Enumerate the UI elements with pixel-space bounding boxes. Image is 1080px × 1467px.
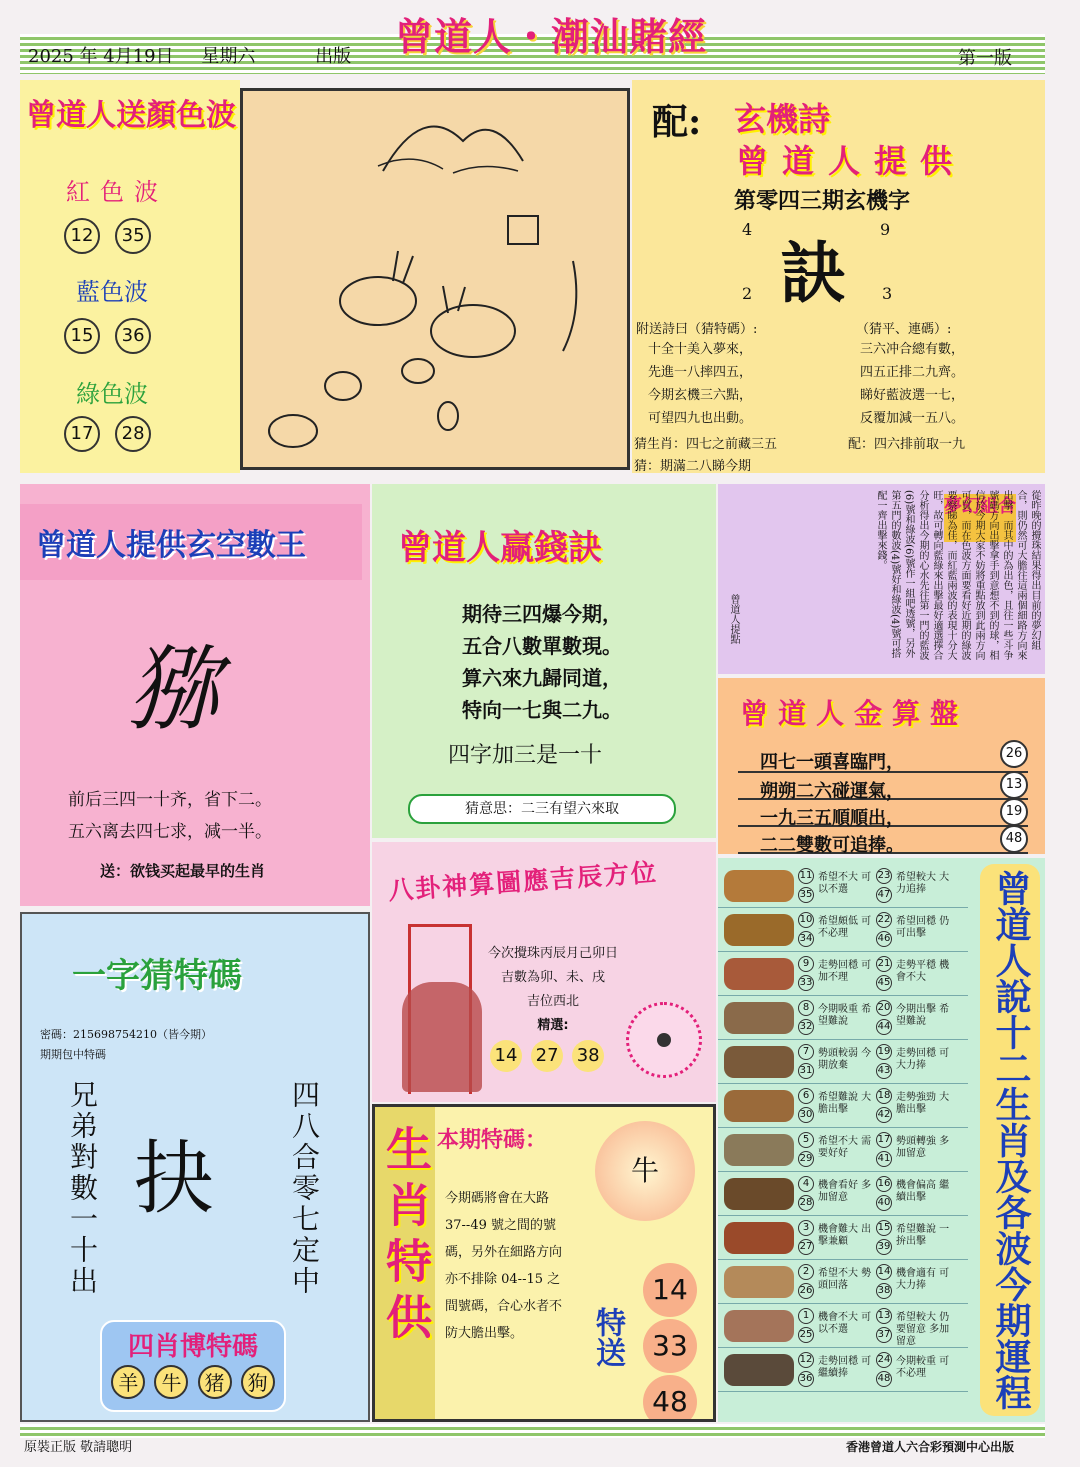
bagua-line: 吉位西北 <box>526 994 579 1009</box>
zodiac-fortune: 勢頭轉強 多加留意 <box>896 1136 950 1159</box>
zodiac-number: 45 <box>876 975 892 991</box>
zodiac-fortune: 機會偏高 繼續出擊 <box>896 1180 950 1203</box>
zodiac-panel <box>718 858 1045 1422</box>
zodiac-number: 12 <box>798 1352 814 1368</box>
ball: 15 <box>64 318 100 354</box>
zodiac-fortune: 走勢回穩 可加不理 <box>818 960 872 983</box>
xuankong-glyph: 猕 <box>128 636 221 743</box>
zodiac-number: 3 <box>798 1220 814 1236</box>
riddle-provider: 曾道人提供 <box>736 142 967 180</box>
ball: 26 <box>1000 740 1028 768</box>
one-char-panel <box>20 912 370 1422</box>
zodiac-hint-2: 配：四六排前取一九 <box>848 437 966 452</box>
zodiac-fortune: 希望不大 可以不選 <box>818 872 872 895</box>
zodiac-row <box>718 1128 968 1172</box>
ball: 牛 <box>154 1365 188 1399</box>
zodiac-number: 34 <box>798 931 814 947</box>
green-wave-label: 綠色波 <box>76 380 148 408</box>
riddle-char: 訣 <box>780 234 846 312</box>
one-char-ref2: 期期包中特碼 <box>40 1048 106 1061</box>
rabbits-sketch-icon <box>243 91 627 467</box>
green-wave-balls <box>64 416 151 452</box>
riddle-prefix: 配: <box>652 101 702 143</box>
abacus-title: 曾道人金算盤 <box>740 697 969 730</box>
zodiac-fortune: 希望頗低 可不必理 <box>818 916 872 939</box>
bagua-lines <box>468 942 638 1038</box>
zodiac-number: 36 <box>798 1371 814 1387</box>
guess-hint: 猜：期滿二八睇今期 <box>634 459 752 473</box>
zodiac-number: 37 <box>876 1327 892 1343</box>
zodiac-fortune: 今期出擊 希望難說 <box>896 1004 950 1027</box>
zodiac-number: 47 <box>876 887 892 903</box>
edition: 第一版 <box>958 48 1012 69</box>
zodiac-row <box>718 996 968 1040</box>
zodiac-fortune: 希望較大 仍要留意 多加留意 <box>896 1312 950 1347</box>
ball: 羊 <box>111 1365 145 1399</box>
horse-icon <box>724 1090 794 1122</box>
zodiac-number: 5 <box>798 1132 814 1148</box>
zodiac-number: 42 <box>876 1107 892 1123</box>
zodiac-number: 44 <box>876 1019 892 1035</box>
rabbit-icon <box>724 958 794 990</box>
zodiac-fortune: 機會看好 多加留意 <box>818 1180 872 1203</box>
riddle-period: 第零四三期玄機字 <box>734 188 911 214</box>
corner-num: 3 <box>882 284 893 303</box>
zodiac-fortune: 希望不大 勢頭回落 <box>818 1268 872 1291</box>
zodiac-number: 24 <box>876 1352 892 1368</box>
poem-line: 十全十美入夢來， <box>648 342 753 357</box>
abacus-row <box>738 827 1028 854</box>
xuankong-lines <box>68 784 272 848</box>
zodiac-number: 10 <box>798 912 814 928</box>
footer-right: 香港曾道人六合彩預測中心出版 <box>846 1440 1015 1454</box>
zodiac-row <box>718 1084 968 1128</box>
xuankong-line: 五六离去四七求，减一半。 <box>68 822 272 842</box>
zodiac-number: 22 <box>876 912 892 928</box>
tiger-icon <box>724 914 794 946</box>
dog-icon <box>724 1266 794 1298</box>
zodiac-fortune: 今期較重 可不必理 <box>896 1356 950 1379</box>
zodiac-fortune: 機會適有 可大力捧 <box>896 1268 950 1291</box>
fantasy-text: 從昨晚的攪珠結果得出目前的夢幻組合，則仍然可大膽往這兩個細路方向來出擊，而其中的為出色，且往一些斗争號碼方向出擊拿手到意想不到的球，相信於今期大家不妨將重點放到此兩方向可買，而在色波方面要看好近期的綠波要察睇為佳，而紅藍兩波的表現十分大旺，故可轉向藍綠來出擊最好適選擇合分析得出今期的心水先往第一門的藍波(6)號和綠波(6)號作一組吧透號，另外第五門的數波(4)號好和綠波(4)號可搭配一齊出擊來錢。 <box>875 490 1040 660</box>
zodiac-number: 48 <box>876 1371 892 1387</box>
win-line: 五合八數單數現。 <box>462 634 622 658</box>
date: 2025 年 4月19日 <box>28 46 174 67</box>
special-title: 本期特碼： <box>437 1127 548 1153</box>
four-zodiac-list <box>102 1365 284 1399</box>
zodiac-number: 40 <box>876 1195 892 1211</box>
zodiac-number: 39 <box>876 1239 892 1255</box>
red-wave-balls <box>64 218 151 254</box>
zodiac-row <box>718 908 968 952</box>
zodiac-fortune: 走勢回穩 可繼續捧 <box>818 1356 872 1379</box>
zodiac-rows <box>718 864 968 1392</box>
special-side-title: 生肖特供 <box>379 1125 433 1349</box>
fantasy-panel <box>718 484 1045 674</box>
zodiac-fortune: 希望難說 一拚出擊 <box>896 1224 950 1247</box>
bagua-line: 今次攪珠丙辰月己卯日 <box>487 946 618 961</box>
ball: 19 <box>1000 798 1028 826</box>
ball: 14 <box>643 1263 697 1317</box>
publish: 出版 <box>315 46 352 67</box>
one-char-left-col: 兄弟對數一十出 <box>66 1080 99 1297</box>
special-send: 特送 <box>590 1307 625 1367</box>
poem-left <box>648 338 752 430</box>
one-char-right-col: 四八合零七定中 <box>288 1080 321 1297</box>
special-text: 今期碼將會在大路 37--49 號之間的號碼，另外在細路方向亦不排除 04--15 之間號碼，合心水者不防大膽出擊。 <box>445 1191 563 1341</box>
riddle-panel <box>632 80 1045 473</box>
rooster-icon <box>724 1222 794 1254</box>
win-line: 特向一七與二九。 <box>462 698 622 722</box>
zodiac-number: 1 <box>798 1308 814 1324</box>
zodiac-number: 25 <box>798 1327 814 1343</box>
poem-line: 三六冲合總有數， <box>860 342 965 357</box>
zodiac-number: 46 <box>876 931 892 947</box>
poem-line: 可望四九也出動。 <box>648 411 753 426</box>
footer-left: 原裝正版 敬請聰明 <box>24 1440 133 1455</box>
snake-icon <box>724 1046 794 1078</box>
ball: 48 <box>1000 825 1028 853</box>
ox-icon <box>724 870 794 902</box>
zodiac-number: 35 <box>798 887 814 903</box>
ball: 27 <box>531 1040 563 1072</box>
zodiac-number: 13 <box>876 1308 892 1324</box>
ball: 12 <box>64 218 100 254</box>
zodiac-fortune: 走勢回穩 可大力捧 <box>896 1048 950 1071</box>
abacus-text: 四七一頭喜臨門， <box>760 752 904 773</box>
four-zodiac-title: 四肖博特碼 <box>127 1332 258 1362</box>
ball: 28 <box>115 416 151 452</box>
zodiac-row <box>718 1260 968 1304</box>
fantasy-title: 夢幻組合 <box>944 494 1016 542</box>
abacus-text: 一九三五順順出， <box>760 808 904 829</box>
zodiac-number: 20 <box>876 1000 892 1016</box>
weekday: 星期六 <box>201 46 256 67</box>
color-wave-panel <box>20 80 240 473</box>
monkey-icon <box>724 1178 794 1210</box>
zodiac-fortune: 機會不大 可以不選 <box>818 1312 872 1335</box>
zodiac-number: 31 <box>798 1063 814 1079</box>
zodiac-title: 曾道人說十二生肖及各波今期運程 <box>980 864 1040 1416</box>
abacus-panel <box>718 678 1045 854</box>
abacus-rows <box>738 746 1028 854</box>
abacus-text: 二二雙數可追捧。 <box>760 835 904 854</box>
win-note: 四字加三是一十 <box>448 743 603 768</box>
win-poem <box>462 598 622 726</box>
zodiac-number: 38 <box>876 1283 892 1299</box>
zodiac-number: 29 <box>798 1151 814 1167</box>
abacus-text: 朔朔二六碰運氣， <box>760 781 904 802</box>
goat-icon <box>724 1134 794 1166</box>
ball: 17 <box>64 416 100 452</box>
footer-band <box>20 1424 1045 1438</box>
bagua-picks <box>490 1040 604 1072</box>
xuankong-line: 前后三四一十齐，省下二。 <box>68 790 272 810</box>
zodiac-row <box>718 864 968 908</box>
bagua-line: 精選: <box>537 1018 569 1033</box>
zodiac-fortune: 勢頭較弱 今期放棄 <box>818 1048 872 1071</box>
zodiac-number: 32 <box>798 1019 814 1035</box>
win-guess: 猜意思：二三有望六來取 <box>408 794 676 824</box>
win-line: 期待三四爆今期， <box>462 602 622 626</box>
zodiac-row <box>718 1304 968 1348</box>
bagua-panel <box>372 842 716 1102</box>
pig-icon <box>724 1310 794 1342</box>
zodiac-number: 27 <box>798 1239 814 1255</box>
zodiac-hint: 猜生肖：四七之前藏三五 <box>634 437 778 452</box>
bagua-title: 八卦神算圖應吉辰方位 <box>387 857 659 906</box>
poem-line: 四五正排二九齊。 <box>860 365 965 380</box>
blue-wave-balls <box>64 318 151 354</box>
one-char-glyph: 抉 <box>134 1132 214 1225</box>
date-bar <box>28 42 351 68</box>
ball: 13 <box>1000 771 1028 799</box>
abacus-row <box>738 773 1028 800</box>
win-line: 算六來九歸同道， <box>462 666 622 690</box>
zodiac-number: 2 <box>798 1264 814 1280</box>
poem-line: 睇好藍波選一七， <box>860 388 965 403</box>
bagua-line: 吉數為卯、未、戌 <box>500 970 605 985</box>
color-wave-title: 曾道人送顏色波 <box>26 98 236 133</box>
special-panel <box>372 1104 716 1422</box>
zodiac-number: 8 <box>798 1000 814 1016</box>
zodiac-fortune: 機會難大 出擊兼顧 <box>818 1224 872 1247</box>
ball: 33 <box>643 1319 697 1373</box>
zodiac-row <box>718 1216 968 1260</box>
zodiac-row <box>718 1348 968 1392</box>
win-title: 曾道人赢錢訣 <box>398 528 602 568</box>
zodiac-fortune: 今期吸重 希望難說 <box>818 1004 872 1027</box>
zodiac-number: 7 <box>798 1044 814 1060</box>
win-panel <box>372 484 716 838</box>
flower-zodiac: 牛 <box>630 1154 659 1187</box>
zodiac-number: 41 <box>876 1151 892 1167</box>
ball: 14 <box>490 1040 522 1072</box>
dragon-icon <box>724 1002 794 1034</box>
rat-icon <box>724 1354 794 1386</box>
zodiac-row <box>718 1040 968 1084</box>
zodiac-number: 23 <box>876 868 892 884</box>
zodiac-number: 9 <box>798 956 814 972</box>
ball: 35 <box>115 218 151 254</box>
ball: 36 <box>115 318 151 354</box>
one-char-title: 一字猜特碼 <box>72 956 242 996</box>
zodiac-fortune: 走勢平穩 機會不大 <box>896 960 950 983</box>
poem-line: 先進一八摔四五， <box>648 365 753 380</box>
zodiac-number: 30 <box>798 1107 814 1123</box>
xuankong-title: 曾道人提供玄空數王 <box>36 528 306 563</box>
poem-intro-right: （猜平、連碼）: <box>856 322 952 337</box>
riddle-title: 玄機詩 <box>734 100 831 138</box>
ball: 狗 <box>241 1365 275 1399</box>
zodiac-number: 6 <box>798 1088 814 1104</box>
xuankong-panel <box>20 484 370 906</box>
zodiac-fortune: 希望難說 大膽出擊 <box>818 1092 872 1115</box>
ball: 38 <box>572 1040 604 1072</box>
zodiac-number: 21 <box>876 956 892 972</box>
zodiac-number: 19 <box>876 1044 892 1060</box>
bagua-wheel-icon <box>626 1002 702 1078</box>
zodiac-number: 26 <box>798 1283 814 1299</box>
zodiac-number: 43 <box>876 1063 892 1079</box>
zodiac-fortune: 希望不大 需要好好 <box>818 1136 872 1159</box>
ball: 猪 <box>198 1365 232 1399</box>
poem-right <box>860 338 964 430</box>
zodiac-number: 18 <box>876 1088 892 1104</box>
corner-num: 9 <box>880 220 891 239</box>
zodiac-number: 16 <box>876 1176 892 1192</box>
sketch-panel <box>240 88 630 470</box>
zodiac-number: 15 <box>876 1220 892 1236</box>
red-wave-label: 紅色波 <box>66 178 168 206</box>
zodiac-fortune: 走勢強勁 大膽出擊 <box>896 1092 950 1115</box>
zodiac-number: 14 <box>876 1264 892 1280</box>
poem-intro-left: 附送詩曰（猜特碼）: <box>636 322 758 337</box>
one-char-ref: 密碼：215698754210（皆今期） <box>40 1028 212 1041</box>
special-nums <box>643 1263 697 1422</box>
zodiac-number: 33 <box>798 975 814 991</box>
zodiac-row <box>718 952 968 996</box>
zodiac-number: 4 <box>798 1176 814 1192</box>
xuankong-send: 送：欲钱买起最早的生肖 <box>100 862 266 880</box>
four-zodiac-box <box>100 1320 286 1412</box>
flower-icon <box>595 1121 695 1221</box>
ball: 48 <box>643 1375 697 1422</box>
fantasy-signature: 曾道人提點 <box>728 594 739 644</box>
zodiac-row <box>718 1172 968 1216</box>
zodiac-number: 28 <box>798 1195 814 1211</box>
zodiac-number: 11 <box>798 868 814 884</box>
poem-line: 今期玄機三六點， <box>648 388 753 403</box>
zodiac-number: 17 <box>876 1132 892 1148</box>
abacus-row <box>738 746 1028 773</box>
corner-num: 4 <box>742 220 753 239</box>
zodiac-fortune: 希望較大 大力追捧 <box>896 872 950 895</box>
abacus-row <box>738 800 1028 827</box>
corner-num: 2 <box>742 284 753 303</box>
blue-wave-label: 藍色波 <box>76 278 148 306</box>
poem-line: 反覆加減一五八。 <box>860 411 965 426</box>
masthead: 曾道人・潮汕賭經 <box>395 14 708 59</box>
zodiac-fortune: 希望回穩 仍可出擊 <box>896 916 950 939</box>
